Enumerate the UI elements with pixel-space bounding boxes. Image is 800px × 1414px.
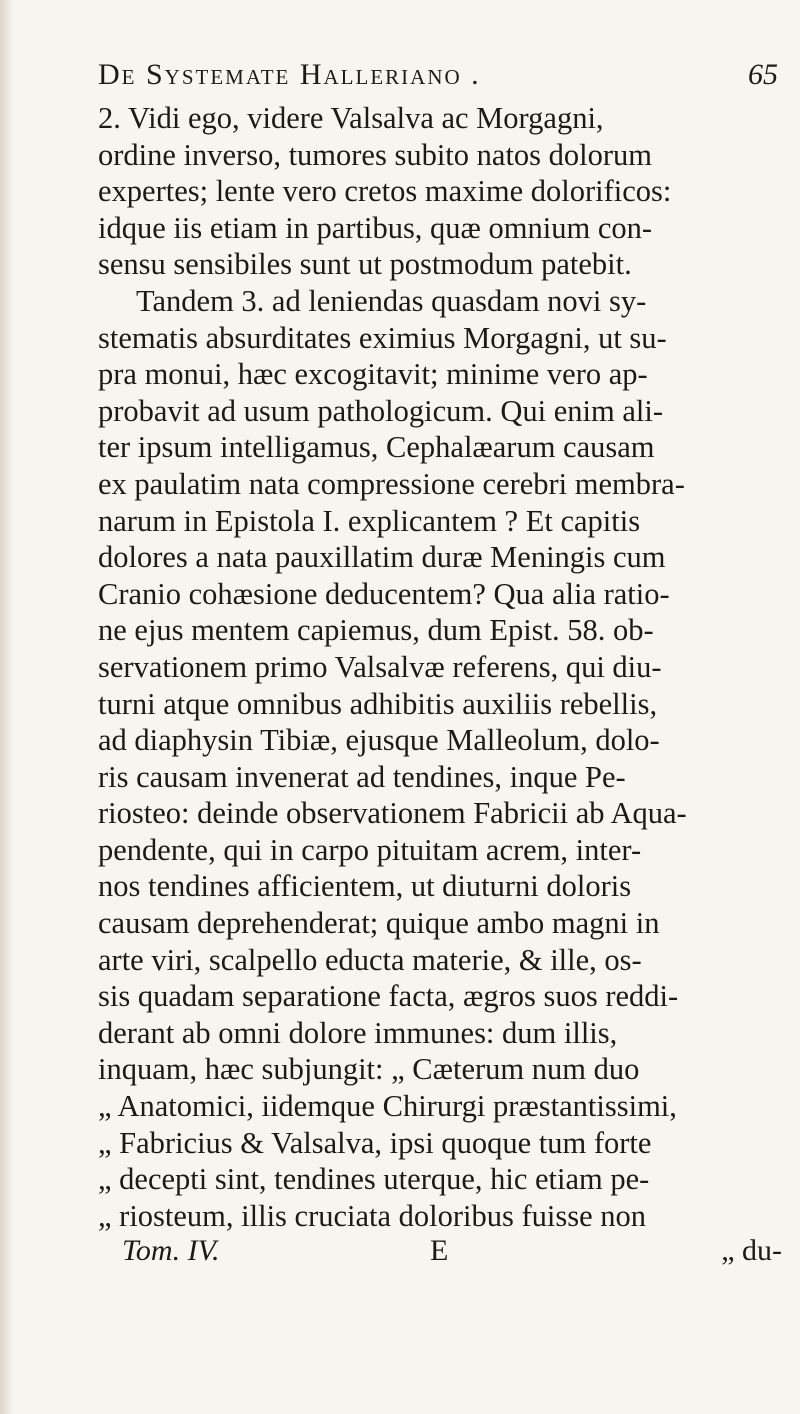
text-line: riosteo: deinde observationem Fabricii ab Aqua-: [98, 796, 687, 831]
running-title: De Systemate Halleriano .: [98, 58, 481, 91]
running-head: [98, 58, 778, 98]
text-line: Tandem 3. ad leniendas quasdam novi sy-: [136, 283, 647, 318]
text-line: Cranio cohæsione deducentem? Qua alia ratio-: [98, 576, 670, 611]
page-footer: [122, 1234, 782, 1274]
text-line: pra monui, hæc excogitavit; minime vero ap-: [98, 357, 648, 392]
text-line: ex paulatim nata compressione cerebri membra-: [98, 466, 685, 501]
text-line: „ riosteum, illis cruciata doloribus fuisse non: [98, 1198, 647, 1233]
text-line: turni atque omnibus adhibitis auxiliis rebellis,: [98, 686, 658, 721]
text-line: arte viri, scalpello educta materie, & ille, os-: [98, 942, 642, 977]
text-line: 2. Vidi ego, videre Valsalva ac Morgagni,: [98, 101, 604, 135]
text-line: ris causam invenerat ad tendines, inque Pe-: [98, 759, 626, 794]
body-text: [98, 100, 788, 1234]
text-line: causam deprehenderat; quique ambo magni in: [98, 906, 660, 941]
text-line: inquam, hæc subjungit: „ Cæterum num duo: [98, 1052, 640, 1087]
catchword: „ du-: [721, 1234, 782, 1267]
text-line: derant ab omni dolore immunes: dum illis,: [98, 1015, 618, 1050]
text-line: sis quadam separatione facta, ægros suos reddi-: [98, 979, 679, 1014]
tome-label: Tom. IV.: [122, 1234, 220, 1267]
text-line: pendente, qui in carpo pituitam acrem, inter-: [98, 832, 642, 867]
page-binding-edge: [0, 0, 14, 1414]
text-line: ne ejus mentem capiemus, dum Epist. 58. ob-: [98, 613, 654, 648]
text-line: servationem primo Valsalvæ referens, qui diu-: [98, 649, 662, 684]
text-line: dolores a nata pauxillatim duræ Meningis cum: [98, 540, 666, 575]
text-line: „ decepti sint, tendines uterque, hic etiam pe-: [98, 1162, 650, 1197]
text-line: ter ipsum intelligamus, Cephalæarum causam: [98, 430, 655, 465]
text-line: „ Anatomici, iidemque Chirurgi præstantissimi,: [98, 1089, 677, 1124]
text-line: idque iis etiam in partibus, quæ omnium con-: [98, 210, 653, 245]
text-line: expertes; lente vero cretos maxime dolorificos:: [98, 174, 672, 209]
text-line: ad diaphysin Tibiæ, ejusque Malleolum, dolo-: [98, 723, 660, 758]
text-line: nos tendines afficientem, ut diuturni doloris: [98, 869, 632, 904]
text-line: stematis absurditates eximius Morgagni, ut su-: [98, 320, 667, 355]
text-line: probavit ad usum pathologicum. Qui enim ali-: [98, 393, 663, 428]
text-line: sensu sensibiles sunt ut postmodum patebit.: [98, 247, 632, 282]
text-line: „ Fabricius & Valsalva, ipsi quoque tum forte: [98, 1125, 652, 1160]
signature-mark: E: [430, 1234, 449, 1267]
text-line: narum in Epistola I. explicantem ? Et capitis: [98, 503, 641, 538]
text-line: ordine inverso, tumores subito natos dolorum: [98, 137, 653, 172]
page-number: 65: [748, 58, 778, 91]
